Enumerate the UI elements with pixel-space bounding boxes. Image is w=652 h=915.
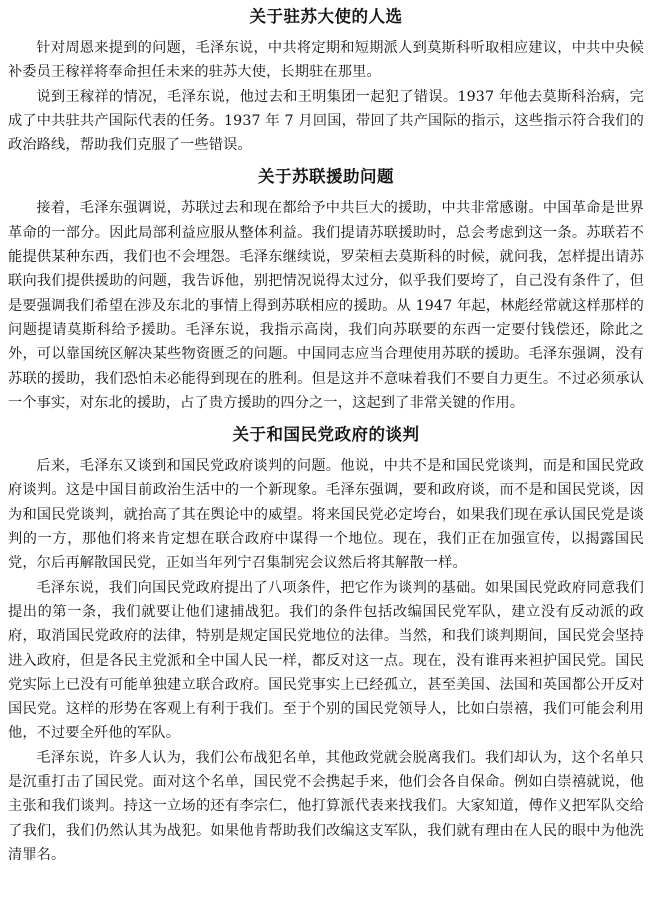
section-title: 关于和国民党政府的谈判 <box>232 425 420 445</box>
paragraph: 毛泽东说，我们向国民党政府提出了八项条件，把它作为谈判的基础。如果国民党政府同意我们提出的第一条，我们就要让他们逮捕战犯。我们的条件包括改编国民党军队，建立没有反动派的政府，取消国民党政府的法律，特别是规定国民党地位的法律。当然，和我们谈判期间，国民党会坚持进入政府，但是各民主党派和全中国人民一样，都反对这一点。现在，没有谁再来袒护国民党。国民党实际上已没有可能单独建立联合政府。国民党事实上已经孤立，甚至美国、法国和英国都公开反对国民党。这样的形势在客观上有利于我们。至于个别的国民党领导人，比如白崇禧，我们可能会利用他，不过要全歼他的军队。 <box>8 579 644 742</box>
section-title: 关于驻苏大使的人选 <box>249 7 403 26</box>
section-kmt-negotiation <box>8 424 644 867</box>
paragraph: 说到王稼祥的情况，毛泽东说，他过去和王明集团一起犯了错误。1937 年他去莫斯科治病，完成了中共驻共产国际代表的任务。1937 年 7 月回国，带回了共产国际的指示，这些指示符合我们的政治路线，帮助我们克服了一些错误。 <box>8 88 644 154</box>
section-title: 关于苏联援助问题 <box>258 167 394 187</box>
paragraph: 针对周恩来提到的问题，毛泽东说，中共将定期和短期派人到莫斯科听取相应建议，中共中央候补委员王稼祥将奉命担任未来的驻苏大使，长期驻在那里。 <box>8 40 644 81</box>
paragraph: 后来，毛泽东又谈到和国民党政府谈判的问题。他说，中共不是和国民党谈判，而是和国民党政府谈判。这是中国目前政治生活中的一个新现象。毛泽东强调，要和政府谈，而不是和国民党谈，因为和国民党谈判，就抬高了其在舆论中的威望。将来国民党必定垮台，如果我们现在承认国民党是谈判的一方，那他们将来肯定想在联合政府中谋得一个地位。现在，我们正在加强宣传，以揭露国民党，尔后再解散国民党，正如当年列宁召集制宪会议然后将其解散一样。 <box>8 458 644 572</box>
paragraph: 毛泽东说，许多人认为，我们公布战犯名单，其他政党就会脱离我们。我们却认为，这个名单只是沉重打击了国民党。面对这个名单，国民党不会携起手来，他们会各自保命。例如白崇禧就说，他主张和我们谈判。持这一立场的还有李宗仁，他打算派代表来找我们。大家知道，傅作义把军队交给了我们，我们仍然认其为战犯。如果他肯帮助我们改编这支军队，我们就有理由在人民的眼中为他洗清罪名。 <box>8 749 644 863</box>
section-soviet-aid <box>8 166 644 415</box>
paragraph: 接着，毛泽东强调说，苏联过去和现在都给予中共巨大的援助，中共非常感谢。中国革命是世界革命的一部分。因此局部利益应服从整体利益。我们提请苏联援助时，总会考虑到这一条。苏联若不能提供某种东西，我们也不会埋怨。毛泽东继续说，罗荣桓去莫斯科的时候，就问我，怎样提出请苏联向我们提供援助的问题，我告诉他，别把情况说得太过分，似乎我们要垮了，自己没有条件了，但是要强调我们希望在涉及东北的事情上得到苏联相应的援助。从 1947 年起，林彪经常就这样那样的问题提请莫斯科给予援助。毛泽东说，我指示高岗，我们向苏联要的东西一定要付钱偿还，除此之外，可以靠国统区解决某些物资匮乏的问题。中国同志应当合理使用苏联的援助。毛泽东强调，没有苏联的援助，我们恐怕未必能得到现在的胜利。但是这并不意味着我们不要自力更生。不过必须承认一个事实，对东北的援助，占了贵方援助的四分之一，这起到了非常关键的作用。 <box>8 200 644 411</box>
section-ambassador <box>8 6 644 157</box>
